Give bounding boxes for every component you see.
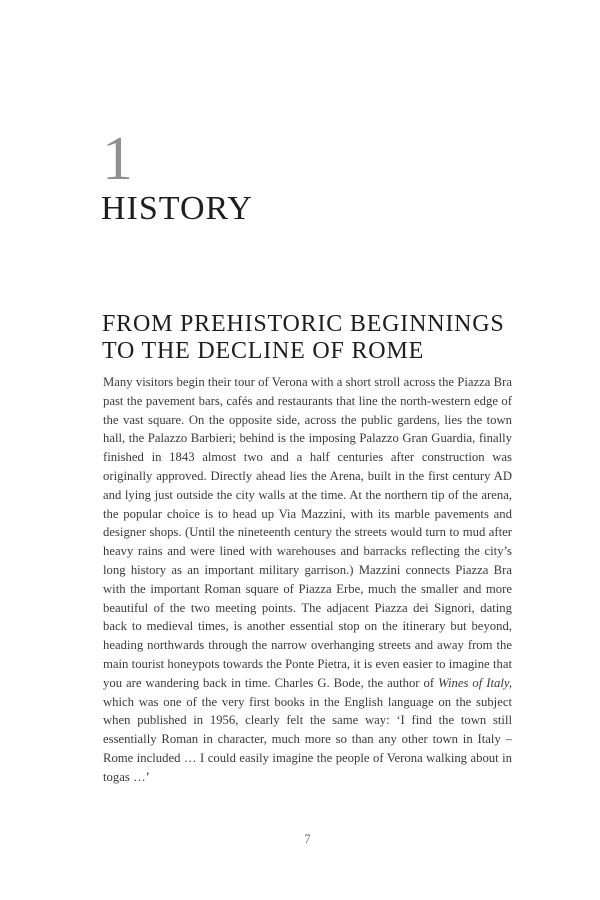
body-paragraph: [103, 373, 512, 787]
section-heading-line1: FROM PREHISTORIC BEGINNINGS: [102, 311, 505, 337]
section-heading-line2: TO THE DECLINE OF ROME: [102, 338, 425, 364]
body-text-before-italic: Many visitors begin their tour of Verona with a short stroll across the Piazza Bra past the pavement bars, cafés and restaurants that line the north-western edge of the vast square. On the opposite side, across the public gardens, lies the town hall, the Palazzo Barbieri; behind is the imposing Palazzo Gran Guardia, finally finished in 1843 almost two and a half centuries after construction was originally approved. Directly ahead lies the Arena, built in the first century AD and lying just outside the city walls at the time. At the northern tip of the arena, the popular choice is to head up Via Mazzini, with its marble pavements and designer shops. (Until the nineteenth century the streets would turn to mud after heavy rains and were lined with warehouses and barracks reflecting the city’s long history as an important military garrison.) Mazzini connects Piazza Bra with the important Roman square of Piazza Erbe, much the smaller and more beautiful of the two meeting points. The adjacent Piazza dei Signori, dating back to medieval times, is another essential stop on the itinerary but beyond, heading northwards through the narrow overhanging streets and away from the main tourist honeypots towards the Ponte Pietra, it is even easier to imagine that you are wandering back in time. Charles G. Bode, the author of: [103, 375, 512, 690]
chapter-title: HISTORY: [101, 190, 253, 227]
section-heading: [102, 311, 505, 365]
chapter-number: 1: [102, 125, 133, 193]
body-text-after-italic: which was one of the very first books in the English language on the subject when published in 1956, clearly felt the same way: ‘I find the town still essentially Roman in character, much more so than any other town in Italy – Rome included … I could easily imagine the people of Verona walking about in togas …’: [103, 694, 512, 784]
body-text-italic-book-title: Wines of Italy,: [438, 675, 512, 690]
page-number: 7: [304, 831, 311, 846]
